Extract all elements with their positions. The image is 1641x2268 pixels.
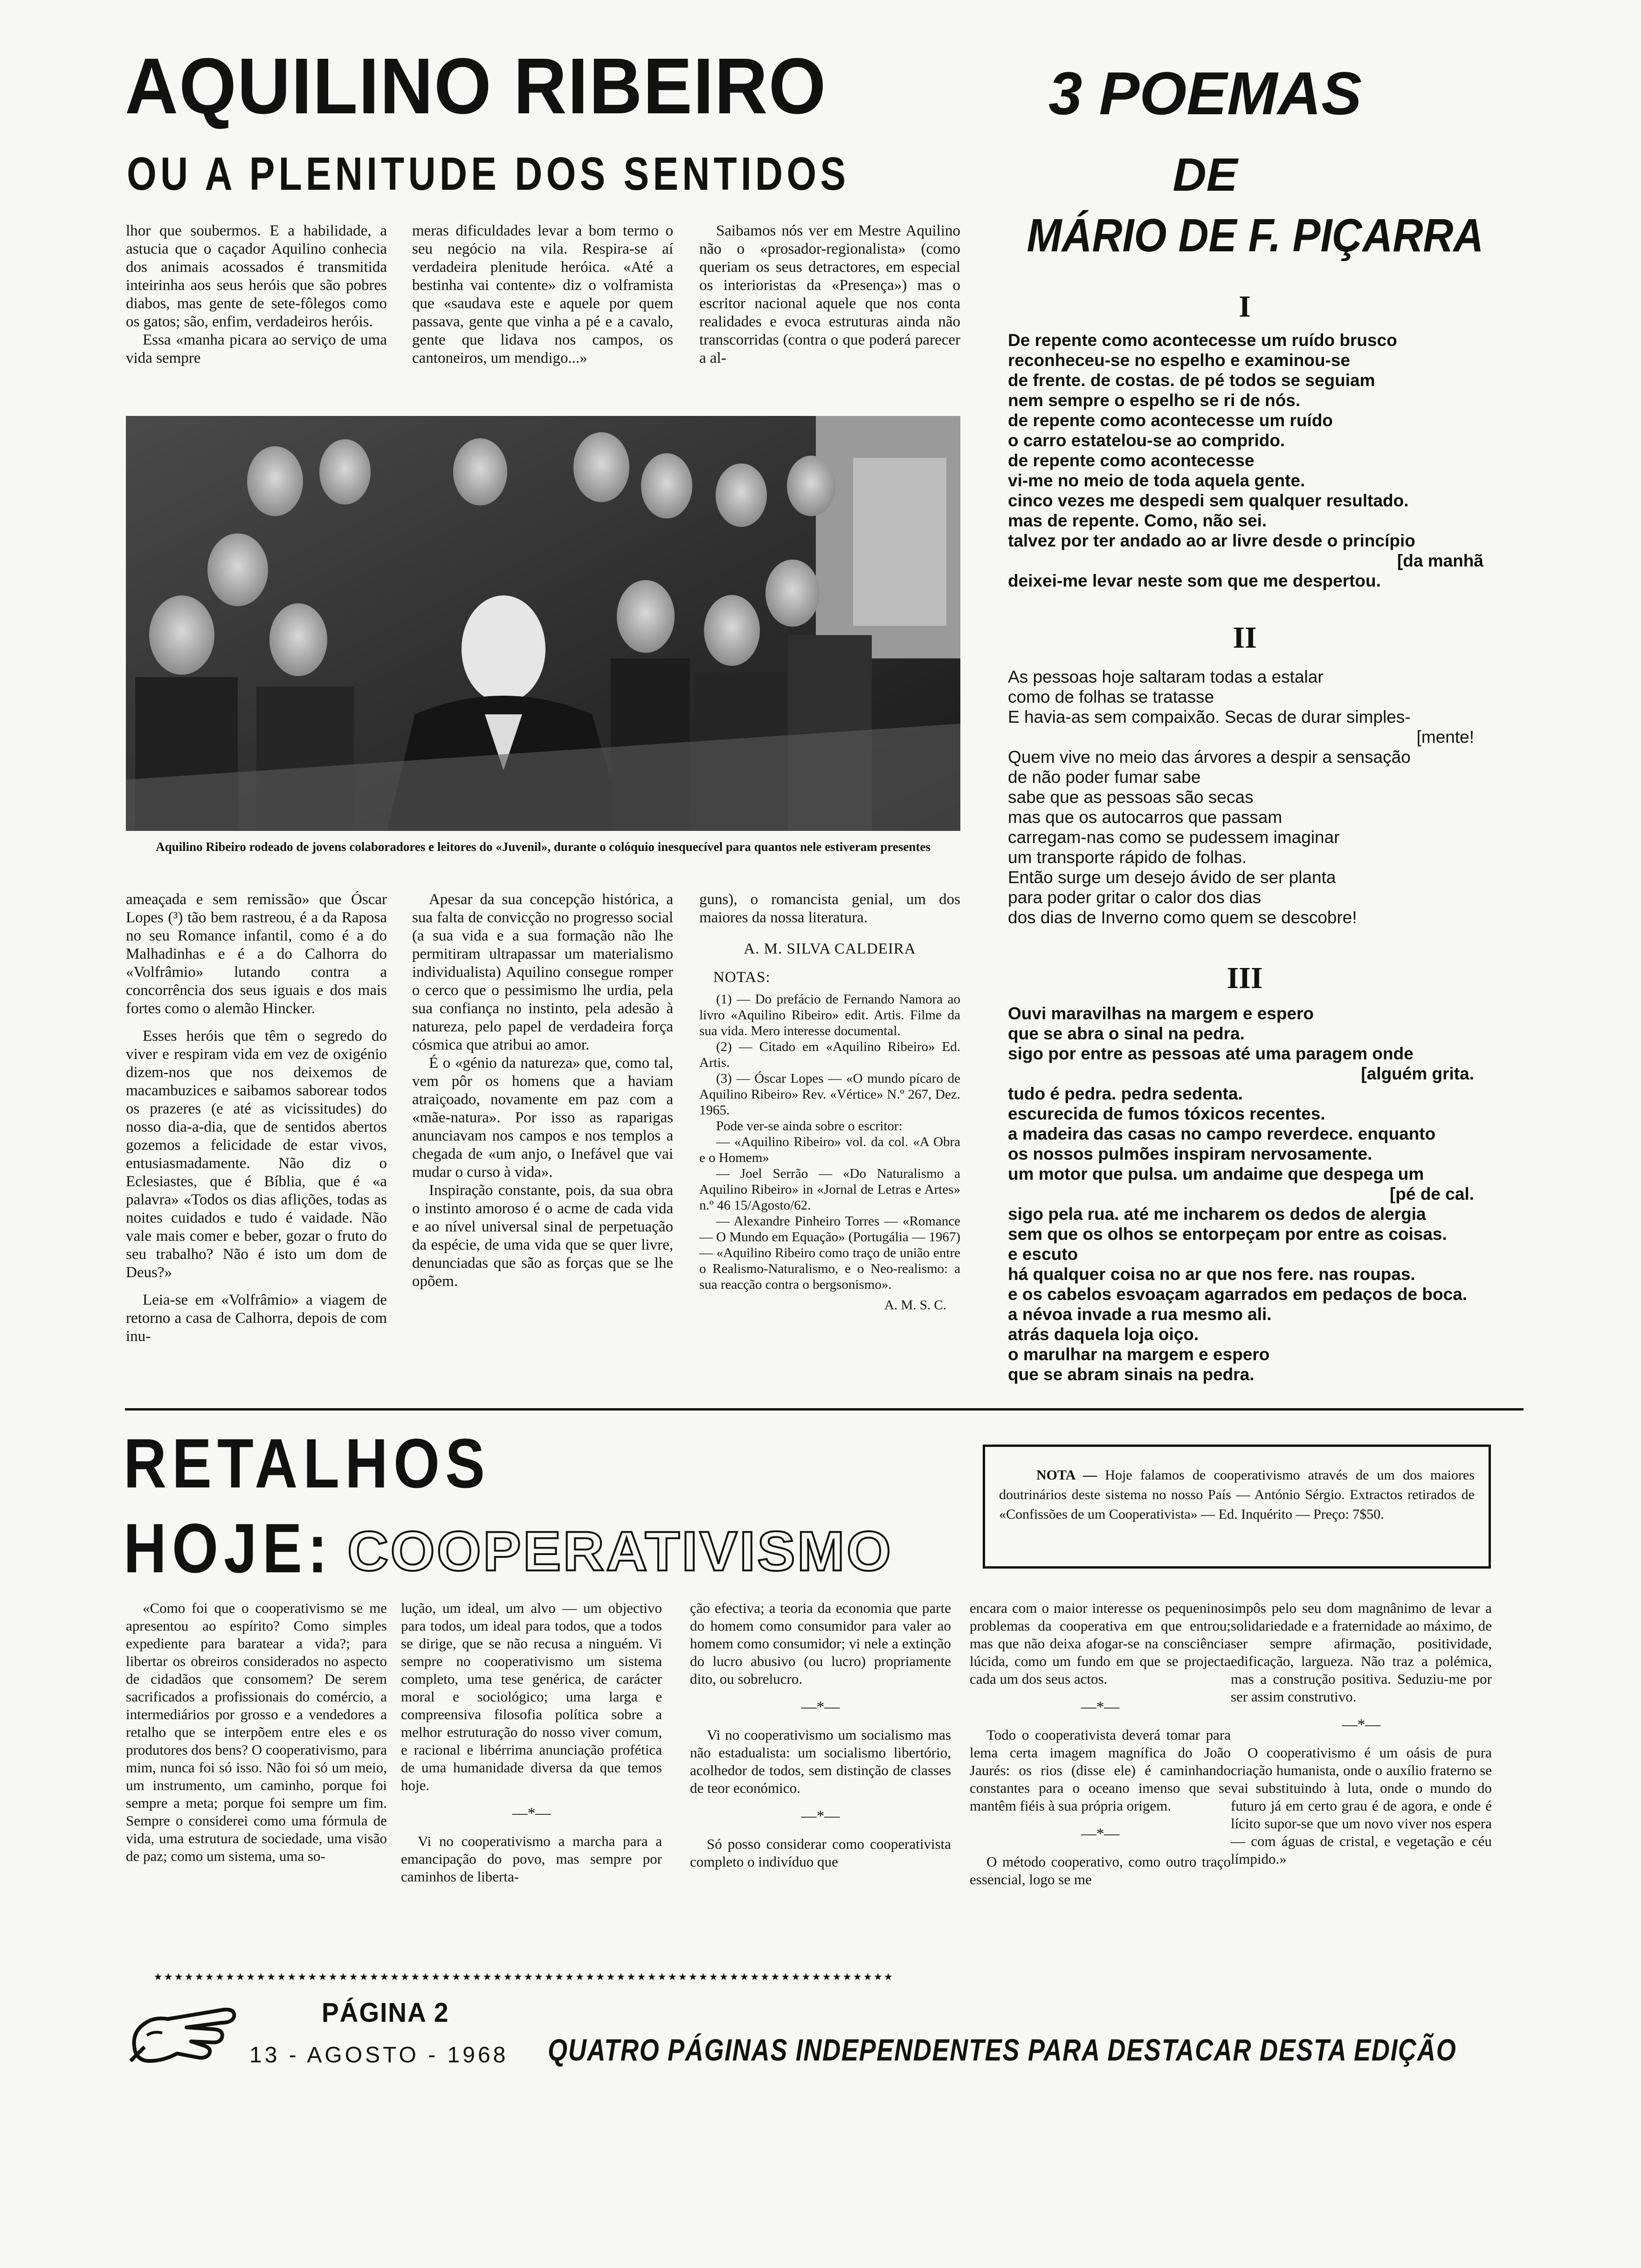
article-paragraph: É o «génio da natureza» que, como tal, vem pôr os homens que a haviam atraiçoado, novamente em paz com a «mãe-natura». Por isso as raparigas anunciavam nos campos e nos templos a chegada de «um anjo, o Inefável que vai mudar o curso à vida». bbox=[412, 1055, 673, 1181]
notes-label: NOTAS: bbox=[713, 969, 771, 986]
star-border: ★★★★★★★★★★★★★★★★★★★★★★★★★★★★★★★★★★★★★★★★★★★★★★★★★★★★★★★★★★★★★★★★★★★★★★★★ bbox=[154, 1968, 895, 1984]
retalhos-paragraph: lução, um ideal, um alvo — um objectivo para todos, um ideal para todos, que a todos se dirige, que se não recusa a ninguém. Vi sempre no cooperativismo um sistema completo, uma tese genérica, de carácter moral e sociológico; uma larga e compreensiva filosofia política sobre a melhor estruturação do nosso viver comum, e racional e libérrima anunciação profética de uma humanidade diversa da que temos hoje. bbox=[401, 1600, 662, 1793]
retalhos-paragraph: Todo o cooperativista deverá tomar para lema certa imagem magnífica do João Jaurés: os rios (disse ele) é caminhando constantes para o oceano imenso que se mantêm fiéis à sua própria origem. bbox=[970, 1727, 1231, 1814]
poems-author: MÁRIO DE F. PIÇARRA bbox=[1027, 209, 1484, 262]
retalhos-paragraph: Só posso considerar como cooperativista completo o indivíduo que bbox=[690, 1836, 951, 1870]
note-item: — Joel Serrão — «Do Naturalismo a Aquilino Ribeiro» in «Jornal de Letras e Artes» n.º 46 15/Agosto/62. bbox=[699, 1166, 960, 1213]
poem-line: Ouvi maravilhas na margem e espero bbox=[1008, 1004, 1314, 1023]
poem-line: Então surge um desejo ávido de ser planta bbox=[1008, 868, 1336, 887]
retalhos-title: RETALHOS bbox=[124, 1424, 490, 1502]
poem-line: De repente como acontecesse um ruído brusco bbox=[1008, 331, 1397, 350]
poem-line: de não poder fumar sabe bbox=[1008, 768, 1201, 787]
article-text-column bbox=[699, 222, 960, 367]
poem-line: dos dias de Inverno como quem se descobre! bbox=[1008, 908, 1357, 927]
poem-line: escurecida de fumos tóxicos recentes. bbox=[1008, 1104, 1325, 1123]
nota-box bbox=[983, 1445, 1491, 1569]
poem-line: o marulhar na margem e espero bbox=[1008, 1345, 1270, 1364]
retalhos-paragraph: O método cooperativo, como outro traço essencial, logo se me bbox=[970, 1853, 1231, 1888]
poem-line: nem sempre o espelho se ri de nós. bbox=[1008, 391, 1301, 410]
poem-number: III bbox=[1227, 961, 1263, 995]
poem-line: sem que os olhos se entorpeçam por entre as coisas. bbox=[1008, 1224, 1447, 1244]
poem-line: a madeira das casas no campo reverdece. enquanto bbox=[1008, 1124, 1436, 1143]
poem-line: para poder gritar o calor dos dias bbox=[1008, 888, 1261, 907]
note-item: (2) — Citado em «Aquilino Ribeiro» Ed. Artis. bbox=[699, 1039, 960, 1070]
edition-slogan: QUATRO PÁGINAS INDEPENDENTES PARA DESTACAR DESTA EDIÇÃO bbox=[548, 2033, 1457, 2067]
retalhos-column bbox=[1231, 1599, 1492, 1868]
poem-line: que se abram sinais na pedra. bbox=[1008, 1365, 1255, 1384]
article-paragraph: Saibamos nós ver em Mestre Aquilino não o «prosador-regionalista» (como queriam os seus detractores, em especial os interioristas da «Presença») mas o escritor nacional aquele que nos conta realidades e evoca estruturas ainda não transcorridas (contra o que poderá parecer a al- bbox=[699, 222, 960, 366]
poem-line: como de folhas se tratasse bbox=[1008, 687, 1214, 706]
poem-line: de frente. de costas. de pé todos se seguiam bbox=[1008, 371, 1375, 390]
note-item: (3) — Óscar Lopes — «O mundo pícaro de Aquilino Ribeiro» Rev. «Vértice» N.º 267, Dez. 1965. bbox=[699, 1071, 960, 1118]
poem-line: um transporte rápido de folhas. bbox=[1008, 848, 1247, 867]
poem-line: E havia-as sem compaixão. Secas de durar simples- bbox=[1008, 707, 1411, 726]
poem-line: e os cabelos esvoaçam agarrados em pedaços de boca. bbox=[1008, 1285, 1468, 1304]
retalhos-paragraph: ção efectiva; a teoria da economia que parte do homem como consumidor para valer ao homem como consumidor; vi nele a extinção do lucro abusivo (ou lucro) propriamente dito, ou sobrelucro. bbox=[690, 1600, 951, 1687]
poem-1 bbox=[1008, 330, 1483, 591]
nota-label: NOTA — bbox=[1036, 1467, 1097, 1483]
separator: —*— bbox=[1081, 1825, 1120, 1842]
retalhos-paragraph: «Como foi que o cooperativismo se me apresentou ao espírito? Como simples expediente para baratear a vida?; para libertar os obreiros considerados no aspecto de cidadãos que consomem? De serem sacrificados a profissionais do comércio, a intermediários por grosso e a vendedores a retalho que se interpõem entre eles e os produtores dos bens? O cooperativismo, para mim, nunca foi só isso. Não foi só um meio, um instrumento, um caminho, porque foi sempre a meta; porque foi sempre um fim. Sempre o considerei como uma fórmula de vida, uma estrutura de sociedade, uma visão de paz; como um sistema, uma so- bbox=[126, 1600, 387, 1864]
separator: —*— bbox=[512, 1805, 551, 1822]
poem-line: vi-me no meio de toda aquela gente. bbox=[1008, 471, 1305, 490]
poem-line: Quem vive no meio das árvores a despir a sensação bbox=[1008, 747, 1411, 767]
poem-2 bbox=[1008, 667, 1474, 927]
article-author: A. M. SILVA CALDEIRA bbox=[744, 940, 916, 957]
poem-line: que se abra o sinal na pedra. bbox=[1008, 1024, 1245, 1043]
note-item: — «Aquilino Ribeiro» vol. da col. «A Obra e o Homem» bbox=[699, 1134, 960, 1165]
poem-line: As pessoas hoje saltaram todas a estalar bbox=[1008, 667, 1324, 686]
article-text-column bbox=[126, 891, 387, 1346]
poem-line: [pé de cal. bbox=[1390, 1184, 1474, 1203]
retalhos-subtitle-topic: COOPERATIVISMO bbox=[347, 1520, 893, 1583]
poem-line: sigo por entre as pessoas até uma paragem onde bbox=[1008, 1044, 1413, 1063]
group-photo-image bbox=[126, 416, 960, 831]
retalhos-paragraph: encara com o maior interesse os pequeninos problemas da cooperativa em que entrou; mas que não deixa afogar-se na consciência lúcida, como um fundo em que se projecta cada um dos seus actos. bbox=[970, 1600, 1231, 1687]
issue-date: 13 - AGOSTO - 1968 bbox=[249, 2043, 509, 2067]
note-item: — Alexandre Pinheiro Torres — «Romance — O Mundo em Equação» (Portugália — 1967) — «Aquilino Ribeiro como traço de união entre o Realismo-Naturalismo, e o Neo-realismo: a sua reacção contra o bergsonismo». bbox=[699, 1214, 960, 1292]
retalhos-paragraph: Vi no cooperativismo a marcha para a emancipação do povo, mas sempre por caminhos de liberta- bbox=[401, 1833, 662, 1885]
article-text-column bbox=[412, 222, 673, 367]
poem-line: cinco vezes me despedi sem qualquer resultado. bbox=[1008, 491, 1409, 510]
poems-title-de: DE bbox=[1172, 149, 1238, 201]
pointing-hand-icon bbox=[126, 1991, 242, 2070]
article-paragraph: Inspiração constante, pois, da sua obra o instinto amoroso é o acme de cada vida e ao nível universal sinal de perpetuação da espécie, de uma vida que se quer livre, denunciadas que são as forças que se lhe opõem. bbox=[412, 1182, 673, 1290]
poem-line: deixei-me levar neste som que me despertou. bbox=[1008, 571, 1381, 590]
poem-line: o carro estatelou-se ao comprido. bbox=[1008, 431, 1285, 450]
article-subtitle: OU A PLENITUDE DOS SENTIDOS bbox=[127, 148, 850, 200]
article-text-column bbox=[412, 891, 673, 1291]
poem-line: há qualquer coisa no ar que nos fere. nas roupas. bbox=[1008, 1265, 1415, 1284]
retalhos-subtitle-label: HOJE: bbox=[124, 1509, 333, 1587]
article-title: AQUILINO RIBEIRO bbox=[125, 42, 827, 131]
retalhos-column bbox=[970, 1599, 1231, 1888]
nota-text bbox=[999, 1466, 1475, 1524]
poem-line: talvez por ter andado ao ar livre desde o princípio bbox=[1008, 531, 1415, 550]
note-item: (1) — Do prefácio de Fernando Namora ao livro «Aquilino Ribeiro» edit. Artis. Filme da sua vida. Mero interesse documental. bbox=[699, 992, 960, 1038]
notes-list bbox=[699, 991, 960, 1293]
nota-body: Hoje falamos de cooperativismo através de um dos maiores doutrinários deste sistema no nosso País — António Sérgio. Extractos retirados de «Confissões de um Cooperativista» — Ed. Inquérito — Preço: 7$50. bbox=[999, 1467, 1475, 1522]
photo-caption: Aquilino Ribeiro rodeado de jovens colaboradores e leitores do «Juvenil», durante o colóquio inesquecível para quantos nele estiveram presentes bbox=[156, 840, 931, 854]
poem-line: de repente como acontecesse um ruído bbox=[1008, 411, 1333, 430]
article-paragraph: meras dificuldades levar a bom termo o seu negócio na vila. Respira-se aí verdadeira plenitude heróica. «Até a bestinha vai contente» diz o volframista que «saudava este e aquele por quem passava, gente que vinha a pé e a cavalo, gente que lidava nos campos, os cantoneiros, um mendigo...» bbox=[412, 222, 673, 366]
group-photo bbox=[126, 416, 960, 831]
poem-line: [alguém grita. bbox=[1361, 1064, 1474, 1083]
poem-line: a névoa invade a rua mesmo ali. bbox=[1008, 1305, 1272, 1324]
poem-line: de repente como acontecesse bbox=[1008, 451, 1255, 470]
separator: —*— bbox=[801, 1808, 840, 1825]
poem-line: reconheceu-se no espelho e examinou-se bbox=[1008, 351, 1351, 370]
article-text-column bbox=[126, 222, 387, 367]
article-paragraph: Essa «manha picara ao serviço de uma vida sempre bbox=[126, 332, 387, 366]
poem-line: e escuto bbox=[1008, 1245, 1078, 1264]
poem-line: tudo é pedra. pedra sedenta. bbox=[1008, 1084, 1243, 1103]
article-paragraph: Esses heróis que têm o segredo do viver e respiram vida em vez de oxigénio dizem-nos que nos deixemos de macambuzices e saibamos saborear todos os prazeres (e até as vicissitudes) do nosso dia-a-dia, que de sentidos abertos gozemos a felicidade de estar vivos, entusiasmadamente. Não diz o Eclesiastes, que é Bíblia, que é «a palavra» «Todos os dias aflições, todas as noites cuidados e tudo é vaidade. Não vale mais comer e beber, gozar o fruto do seu trabalho? Não é isto um dom de Deus?» bbox=[126, 1028, 387, 1281]
poem-line: [mente! bbox=[1416, 727, 1474, 747]
notes-signature: A. M. S. C. bbox=[884, 1298, 946, 1313]
poem-line: carregam-nas como se pudessem imaginar bbox=[1008, 828, 1340, 847]
poem-line: os nossos pulmões inspiram nervosamente. bbox=[1008, 1144, 1372, 1163]
poem-line: sigo pela rua. até me incharem os dedos de alergia bbox=[1008, 1204, 1426, 1224]
poem-number: I bbox=[1239, 290, 1251, 324]
poems-title: 3 POEMAS bbox=[1048, 59, 1362, 127]
article-paragraph: Leia-se em «Volfrâmio» a viagem de retorno a casa de Calhorra, depois de com inu- bbox=[126, 1292, 387, 1345]
poem-line: atrás daquela loja oiço. bbox=[1008, 1325, 1199, 1344]
article-text-column bbox=[699, 891, 960, 1314]
separator: —*— bbox=[1342, 1716, 1381, 1733]
retalhos-paragraph: Vi no cooperativismo um socialismo mas não estadualista: um socialismo libertório, acolhedor de todos, sem distinção de classes de teor económico. bbox=[690, 1727, 951, 1796]
poem-line: sabe que as pessoas são secas bbox=[1008, 788, 1254, 807]
article-paragraph: Apesar da sua concepção histórica, a sua falta de convicção no progresso social (a sua vida e a sua formação não lhe permitiram ultrapassar um materialismo individualista) Aquilino consegue romper o cerco que o pessimismo lhe urdia, pela sua confiança no instinto, pela adesão à natureza, pelo papel de verdadeira força cósmica que atribui ao amor. bbox=[412, 891, 673, 1053]
poem-line: um motor que pulsa. um andaime que despega um bbox=[1008, 1164, 1424, 1183]
retalhos-paragraph: impôs pelo seu dom magnânimo de levar a solidariedade e a fraternidade ao máximo, de ser sempre afirmação, positividade, edificação, largueza. Não traz a polémica, mas a construção positiva. Seduziu-me por ser assim construtivo. bbox=[1231, 1600, 1492, 1705]
article-paragraph: lhor que soubermos. E a habilidade, a astucia que o caçador Aquilino conhecia dos animais acossados é transmitida inteirinha aos seus heróis que são pobres diabos, mas gente de sete-fôlegos como os gatos; são, enfim, verdadeiros heróis. bbox=[126, 222, 387, 330]
retalhos-paragraph: O cooperativismo é um oásis de pura criação humanista, onde o auxílio fraterno se vai substituindo à luta, onde o mundo do futuro já em certo grau é de agora, e onde é lícito supor-se que um novo viver nos espera — com águas de cristal, e vegetação e céu límpido.» bbox=[1231, 1744, 1492, 1867]
retalhos-column bbox=[690, 1599, 951, 1871]
retalhos-column bbox=[401, 1599, 662, 1886]
poem-line: mas de repente. Como, não sei. bbox=[1008, 511, 1267, 530]
poem-number: II bbox=[1233, 621, 1257, 655]
section-divider bbox=[125, 1408, 1524, 1411]
note-item: Pode ver-se ainda sobre o escritor: bbox=[716, 1119, 903, 1134]
article-paragraph: guns), o romancista genial, um dos maiores da nossa literatura. bbox=[699, 891, 960, 926]
retalhos-column bbox=[126, 1599, 387, 1865]
separator: —*— bbox=[1081, 1699, 1120, 1715]
poem-3 bbox=[1008, 1003, 1474, 1384]
article-paragraph: ameaçada e sem remissão» que Óscar Lopes (³) tão bem rastreou, é a da Raposa no seu Romance infantil, como é a do Malhadinhas e é a do Calhorra do «Volfrâmio» lutando contra a concorrência dos seus iguais e dos mais fortes como o alemão Hincker. bbox=[126, 891, 387, 1017]
poem-line: mas que os autocarros que passam bbox=[1008, 808, 1282, 827]
separator: —*— bbox=[801, 1699, 840, 1715]
poem-line: [da manhã bbox=[1397, 551, 1483, 570]
page-number: PÁGINA 2 bbox=[322, 1998, 449, 2028]
